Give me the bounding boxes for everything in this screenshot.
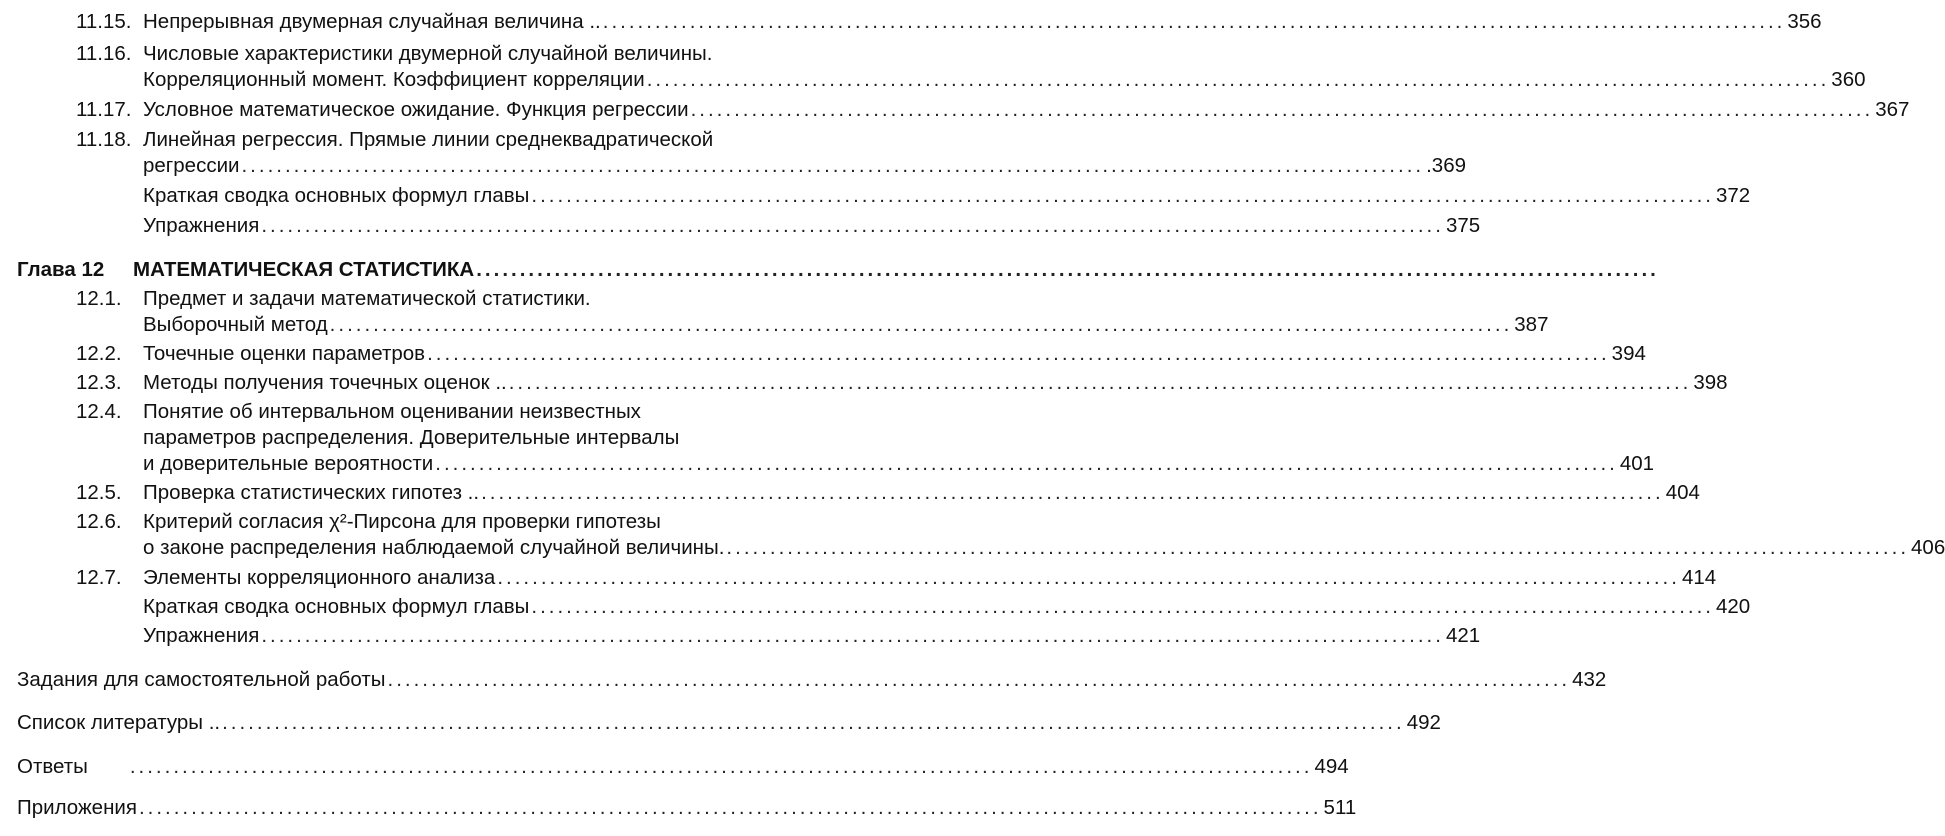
toc-entry-line (17, 796, 1357, 820)
toc-entry-title-line: Линейная регрессия. Прямые линии среднеквадратической (143, 128, 714, 151)
toc-page-number: 494 (1314, 755, 1349, 778)
toc-entry-line (143, 10, 1822, 34)
toc-entry-number: 12.5. (76, 481, 122, 504)
dot-leader: ........................................................................................................................................ (138, 796, 1322, 819)
toc-entry-title-line: Понятие об интервальном оценивании неизвестных (143, 400, 641, 423)
dot-leader: ........................................................................................................................................ (476, 258, 1659, 281)
dot-leader: ........................................................................................................................................ (261, 624, 1444, 647)
toc-entry-title-line: Предмет и задачи математической статистики. (143, 287, 591, 310)
toc-entry-title: Ответы (17, 755, 88, 778)
toc-entry-line (143, 68, 1866, 92)
toc-page-number: 414 (1681, 566, 1717, 589)
toc-entry-title: Список литературы .. (17, 711, 221, 734)
dot-leader: ........................................................................................................................................ (531, 595, 1714, 618)
toc-page-number: 401 (1619, 452, 1655, 475)
toc-entry-line (17, 668, 1607, 692)
toc-entry-number: 11.15. (76, 10, 132, 33)
toc-entry-line (143, 342, 1646, 366)
dot-leader: ........................................................................................................................................ (726, 536, 1910, 559)
toc-entry-line (143, 184, 1751, 208)
toc-entry-line (143, 371, 1728, 395)
toc-entry-title-line: Числовые характеристики двумерной случайной величины. (143, 42, 713, 65)
dot-leader: ........................................................................................................................................ (497, 566, 1680, 589)
toc-entry-line (143, 536, 1945, 560)
toc-page-number: 432 (1572, 668, 1607, 691)
toc-entry-line (143, 566, 1717, 590)
toc-entry-number: 12.1. (76, 287, 122, 310)
toc-page-number: 387 (1514, 313, 1549, 336)
chapter-title: МАТЕМАТИЧЕСКАЯ СТАТИСТИКА (133, 258, 475, 281)
toc-page-number: 404 (1665, 481, 1700, 504)
toc-page-number: 375 (1445, 214, 1481, 237)
dot-leader: ........................................................................................................................................ (508, 371, 1692, 394)
dot-leader: ........................................................................................................................................ (427, 342, 1610, 365)
dot-leader: ........................................................................................................................................ (387, 668, 1571, 691)
toc-entry-line (17, 711, 1441, 735)
toc-page-number: 398 (1693, 371, 1728, 394)
toc-entry-title: регрессии (143, 154, 240, 177)
toc-page-number: .369 (1426, 154, 1466, 177)
toc-entry-line (143, 624, 1481, 648)
toc-entry-number: 12.7. (76, 566, 122, 589)
toc-entry-number: 11.18. (76, 128, 132, 151)
dot-leader: ........................................................................................................................................ (602, 10, 1786, 33)
toc-page-number: 356 (1787, 10, 1822, 33)
dot-leader: ........................................................................................................................................ (481, 481, 1664, 504)
chapter-number: Глава 12 (17, 258, 105, 281)
toc-entry-line (143, 481, 1700, 505)
toc-entry-title-line: параметров распределения. Доверительные интервалы (143, 426, 680, 449)
dot-leader: ........................................................................................................................................ (435, 452, 1618, 475)
dot-leader: ........................................................................................................................................ (222, 711, 1405, 734)
toc-page-number: 367 (1875, 98, 1910, 121)
toc-entry-number: 11.16. (76, 42, 132, 65)
toc-entry-number: 12.4. (76, 400, 122, 423)
toc-entry-title: Проверка статистических гипотез .. (143, 481, 480, 504)
toc-entry-line (143, 214, 1481, 238)
toc-entry-title: Приложения (17, 796, 137, 819)
toc-entry-title: о законе распределения наблюдаемой случайной величины. (143, 536, 725, 559)
toc-entry-number: 12.6. (76, 510, 122, 533)
toc-entry-number: 11.17. (76, 98, 132, 121)
toc-entry-title: Методы получения точечных оценок .. (143, 371, 507, 394)
toc-entry-line (143, 313, 1549, 337)
dot-leader: ........................................................................................................................................ (261, 214, 1444, 237)
toc-entry-title: Выборочный метод (143, 313, 328, 336)
toc-entry-line (143, 154, 1466, 178)
toc-entry-title: Упражнения (143, 214, 260, 237)
toc-entry-title: Условное математическое ожидание. Функция регрессии (143, 98, 689, 121)
toc-entry-line (143, 98, 1910, 122)
toc-entry-line (143, 595, 1751, 619)
toc-page-number: 421 (1445, 624, 1481, 647)
dot-leader: ........................................................................................................................................ (129, 755, 1313, 778)
dot-leader: ........................................................................................................................................ (531, 184, 1714, 207)
toc-page-number: 492 (1406, 711, 1441, 734)
toc-page-number: 372 (1715, 184, 1751, 207)
dot-leader: ........................................................................................................................................ (241, 154, 1425, 177)
toc-page-number: 394 (1611, 342, 1646, 365)
dot-leader: ........................................................................................................................................ (329, 313, 1513, 336)
toc-entry-line (143, 452, 1655, 476)
toc-page-number: 360 (1831, 68, 1866, 91)
dot-leader: ........................................................................................................................................ (690, 98, 1874, 121)
toc-entry-title: и доверительные вероятности (143, 452, 434, 475)
toc-page-number: 511 (1323, 796, 1357, 819)
toc-entry-number: 12.2. (76, 342, 122, 365)
toc-page-number: 420 (1715, 595, 1751, 618)
dot-leader: ........................................................................................................................................ (646, 68, 1830, 91)
toc-entry-title: Упражнения (143, 624, 260, 647)
toc-entry-title: Краткая сводка основных формул главы (143, 595, 530, 618)
toc-entry-title: Точечные оценки параметров (143, 342, 426, 365)
toc-entry-title-line: Критерий согласия χ²-Пирсона для проверки гипотезы (143, 510, 661, 533)
toc-entry-title: Непрерывная двумерная случайная величина .. (143, 10, 601, 33)
toc-entry-line (17, 755, 1349, 779)
toc-entry-number: 12.3. (76, 371, 122, 394)
toc-entry-title: Задания для самостоятельной работы (17, 668, 386, 691)
toc-entry-line (133, 258, 1659, 282)
toc-page-number: 406 (1911, 536, 1945, 559)
toc-entry-title: Элементы корреляционного анализа (143, 566, 496, 589)
toc-entry-title: Краткая сводка основных формул главы (143, 184, 530, 207)
toc-entry-title: Корреляционный момент. Коэффициент корреляции (143, 68, 645, 91)
